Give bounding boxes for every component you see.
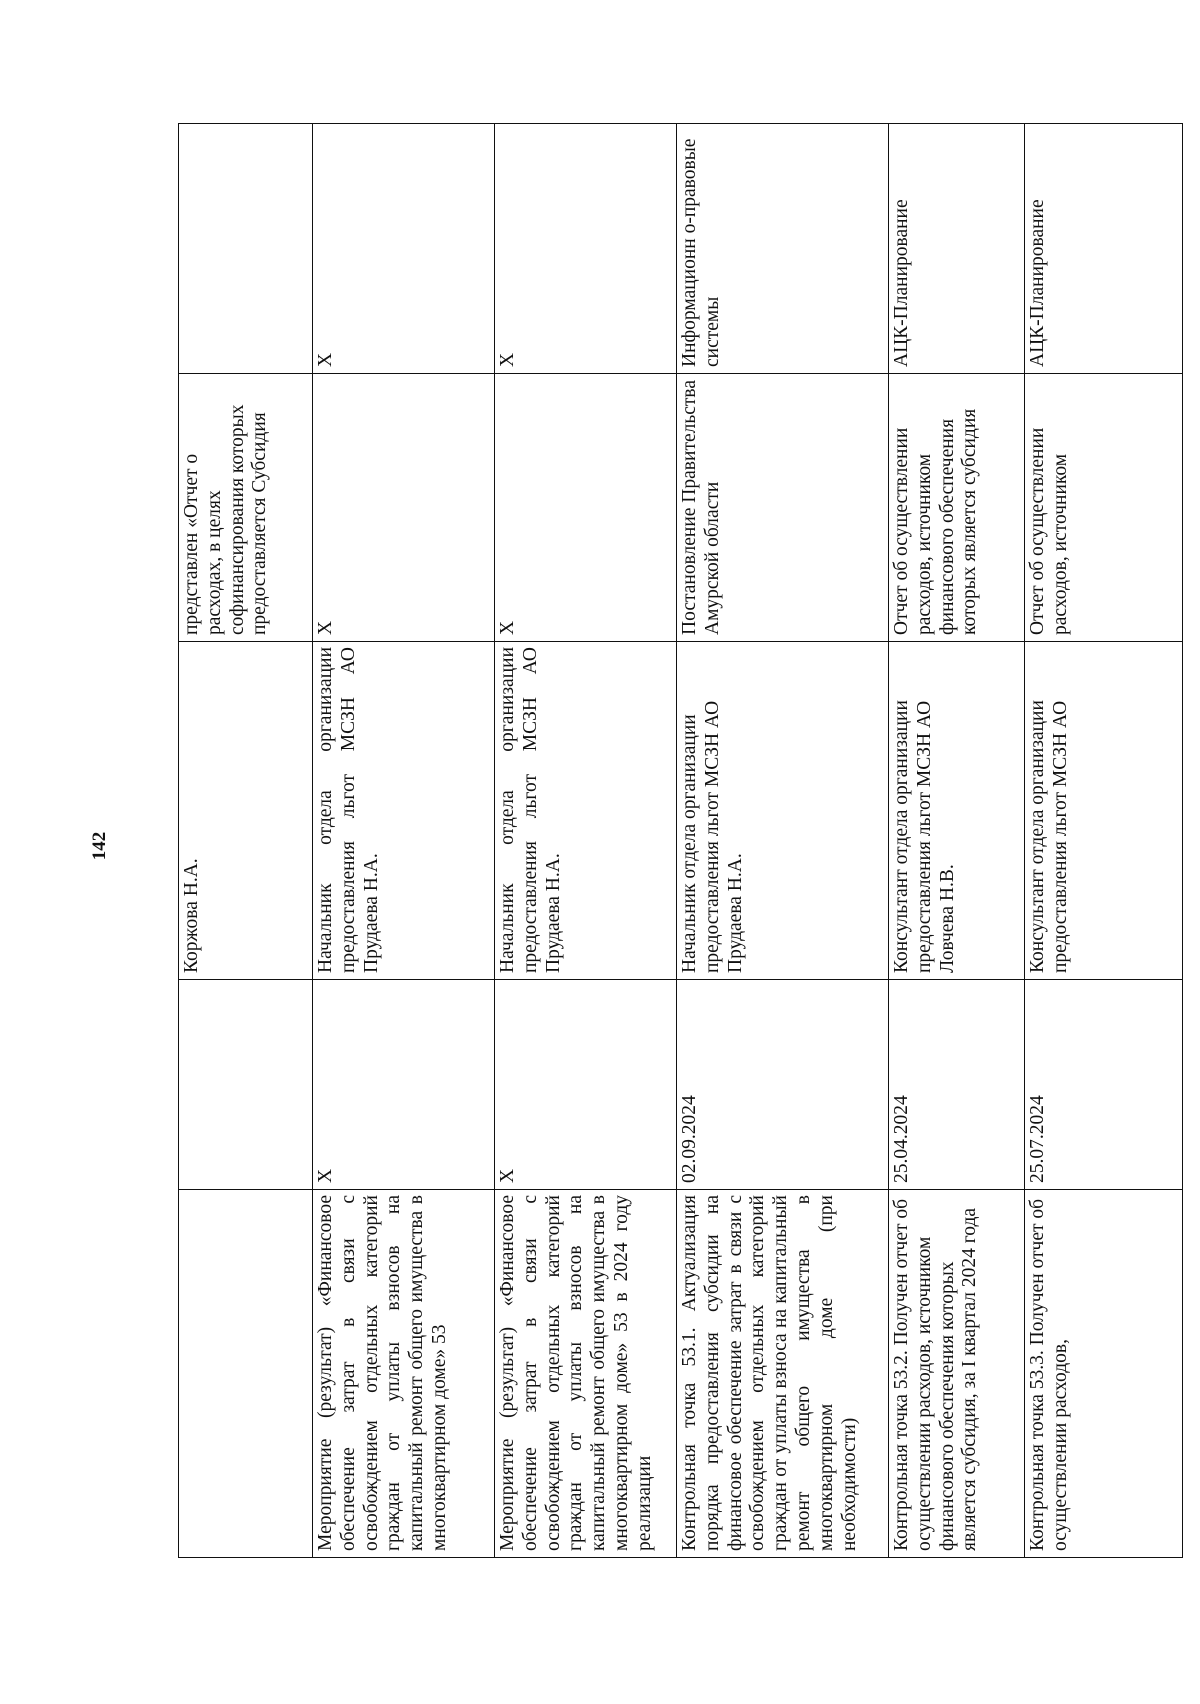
document-cell: представлен «Отчет о расходах, в целях софинансирования которых предоставляется Субсидия — [179, 374, 313, 642]
date-cell: 25.07.2024 — [1025, 980, 1183, 1190]
responsible-cell: Консультант отдела организации предоставления льгот МСЗН АО — [1025, 642, 1183, 980]
document-cell: Отчет об осуществлении расходов, источником финансового обеспечения которых является субсидия — [889, 374, 1025, 642]
table-row — [677, 124, 889, 1558]
info-system-cell: АЦК-Планирование — [889, 124, 1025, 374]
rotated-table-frame — [178, 124, 1182, 1558]
document-cell: Постановление Правительства Амурской области — [677, 374, 889, 642]
table-row — [179, 124, 313, 1558]
responsible-cell: Начальник отдела организации предоставления льгот МСЗН АО Прудаева Н.А. — [313, 642, 495, 980]
event-cell: Контрольная точка 53.2. Получен отчет об осуществлении расходов, источником финансового обеспечения которых является субсидия, за I квартал 2024 года — [889, 1190, 1025, 1558]
rotated-table-inner — [178, 124, 1182, 1558]
date-cell: 25.04.2024 — [889, 980, 1025, 1190]
table-row — [495, 124, 677, 1558]
info-system-cell: АЦК-Планирование — [1025, 124, 1183, 374]
responsible-cell: Начальник отдела организации предоставления льгот МСЗН АО Прудаева Н.А. — [677, 642, 889, 980]
info-system-cell: X — [313, 124, 495, 374]
table-row — [1025, 124, 1183, 1558]
responsible-cell: Коржова Н.А. — [179, 642, 313, 980]
responsible-cell: Консультант отдела организации предоставления льгот МСЗН АО Ловчева Н.В. — [889, 642, 1025, 980]
date-cell: X — [313, 980, 495, 1190]
date-cell: X — [495, 980, 677, 1190]
control-points-table — [178, 123, 1183, 1558]
event-cell: Мероприятие (результат) «Финансовое обеспечение затрат в связи с освобождением отдельных категорий граждан от уплаты взносов на капитальный ремонт общего имущества в многоквартирном доме» 53 в 2024 году реализации — [495, 1190, 677, 1558]
document-cell: X — [495, 374, 677, 642]
info-system-cell: X — [495, 124, 677, 374]
date-cell: 02.09.2024 — [677, 980, 889, 1190]
table-row — [889, 124, 1025, 1558]
responsible-cell: Начальник отдела организации предоставления льгот МСЗН АО Прудаева Н.А. — [495, 642, 677, 980]
date-cell — [179, 980, 313, 1190]
info-system-cell — [179, 124, 313, 374]
table-row — [313, 124, 495, 1558]
event-cell: Мероприятие (результат) «Финансовое обеспечение затрат в связи с освобождением отдельных категорий граждан от уплаты взносов на капитальный ремонт общего имущества в многоквартирном доме» 53 — [313, 1190, 495, 1558]
page-number: 142 — [89, 831, 110, 861]
document-cell: X — [313, 374, 495, 642]
event-cell: Контрольная точка 53.3. Получен отчет об осуществлении расходов, — [1025, 1190, 1183, 1558]
document-cell: Отчет об осуществлении расходов, источником — [1025, 374, 1183, 642]
event-cell — [179, 1190, 313, 1558]
event-cell: Контрольная точка 53.1. Актуализация порядка предоставления субсидии на финансовое обеспечение затрат в связи с освобождением отдельных категорий граждан от уплаты взноса на капитальный ремонт общего имущества в многоквартирном доме (при необходимости) — [677, 1190, 889, 1558]
info-system-cell: Информационн о-правовые системы — [677, 124, 889, 374]
